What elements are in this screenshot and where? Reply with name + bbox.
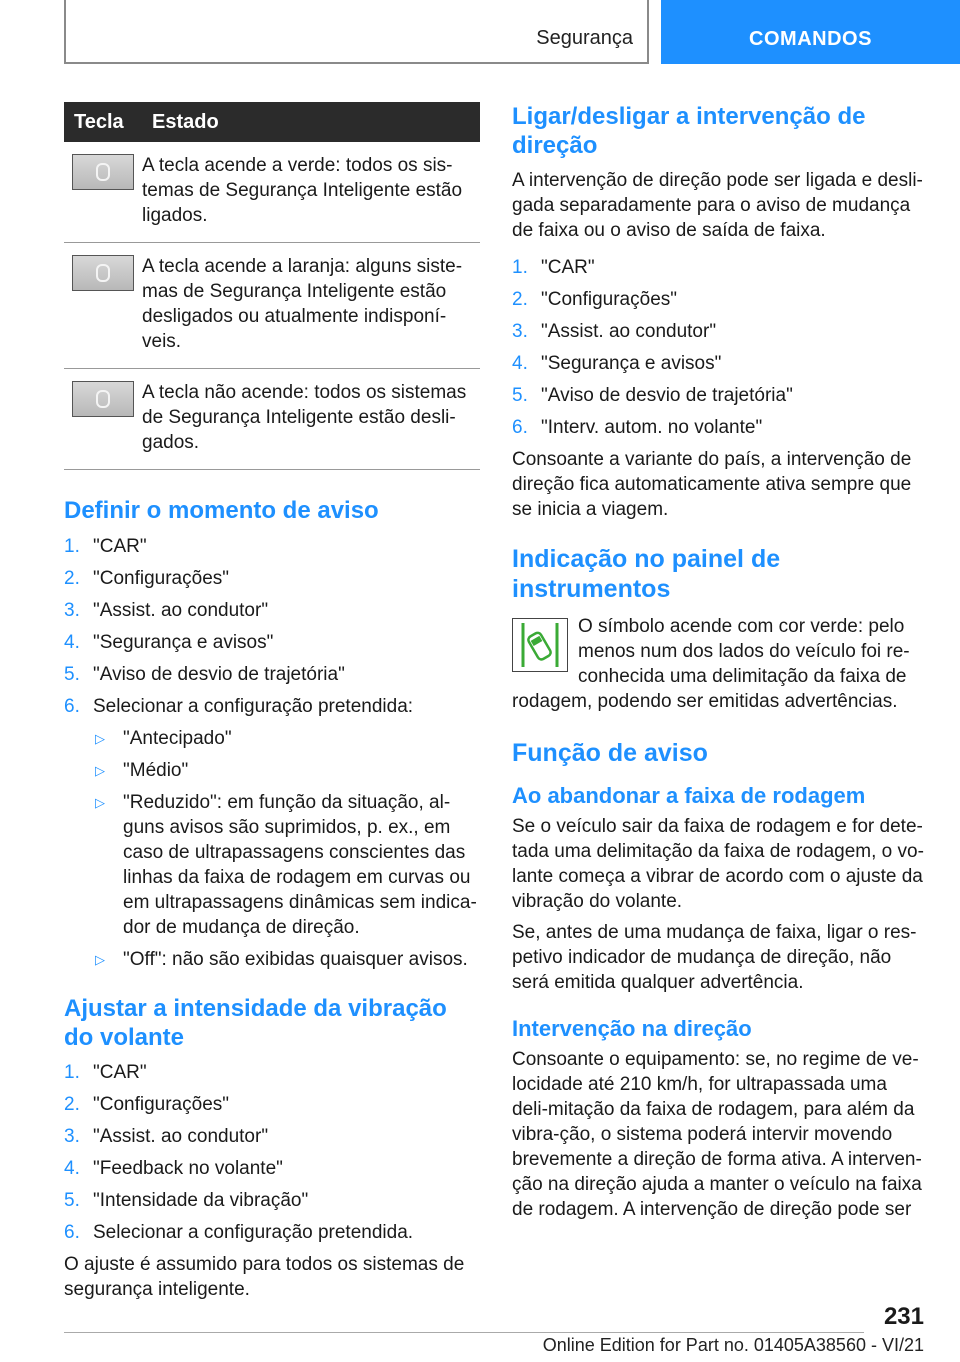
list-item: 1. "CAR" bbox=[64, 536, 147, 557]
section-title: Segurança bbox=[536, 27, 633, 49]
table-row bbox=[64, 243, 480, 369]
page-number: 231 bbox=[883, 1303, 924, 1330]
list-item: 2. "Configurações" bbox=[512, 289, 678, 310]
sub-list-item: ▷ "Antecipado" bbox=[93, 726, 480, 751]
chapter-tab bbox=[661, 0, 960, 64]
chapter-title: COMANDOS bbox=[749, 28, 872, 50]
steering-intro: A intervenção de direção pode ser ligada e desli-gada separadamente para o aviso de mudança de faixa ou o aviso de saída de faixa. bbox=[512, 170, 923, 241]
heading-vibration: Ajustar a intensidade da vibração do volante bbox=[64, 995, 447, 1051]
list-item: 2. "Configurações" bbox=[64, 568, 230, 589]
right-column bbox=[512, 102, 928, 1222]
list-item: 5. "Aviso de desvio de trajetória" bbox=[512, 385, 793, 406]
list-item: 5. "Intensidade da vibração" bbox=[64, 1190, 309, 1211]
table-cell-state: A tecla acende a verde: todos os sis-temas de Segurança Inteligente estão ligados. bbox=[142, 142, 480, 243]
footer-divider bbox=[64, 1332, 864, 1333]
vibration-steps bbox=[64, 1060, 480, 1245]
list-item: 2. "Configurações" bbox=[64, 1094, 230, 1115]
key-state-table bbox=[64, 102, 480, 470]
heading-instrument-cluster: Indicação no painel de instrumentos bbox=[512, 545, 781, 603]
list-item: 4. "Segurança e avisos" bbox=[64, 632, 274, 653]
list-item: 6. "Interv. autom. no volante" bbox=[512, 417, 763, 438]
assist-key-icon bbox=[72, 154, 134, 190]
table-cell-state: A tecla acende a laranja: alguns siste-mas de Segurança Inteligente estão desligados ou atualmente indisponí-veis. bbox=[142, 243, 480, 369]
steering-steps bbox=[512, 255, 928, 440]
lane-departure-icon bbox=[512, 618, 568, 672]
table-cell-state: A tecla não acende: todos os sistemas de Segurança Inteligente estão desli-gados. bbox=[142, 369, 480, 470]
steering-action-text: Consoante o equipamento: se, no regime de ve-locidade até 210 km/h, for ultrapassada uma deli-mitação da faixa de rodagem, para além da vibra-ção, o sistema poderá intervir movendo brevemente a direção de forma ativa. A interven-ção na direção ajuda a manter o veículo na faixa de rodagem. A intervenção de direção pode ser bbox=[512, 1049, 922, 1220]
table-row bbox=[64, 142, 480, 243]
heading-steering-action: Intervenção na direção bbox=[512, 1016, 752, 1041]
heading-steering-intervention: Ligar/desligar a intervenção de direção bbox=[512, 103, 866, 159]
list-item: 3. "Assist. ao condutor" bbox=[512, 321, 717, 342]
table-header-state: Estado bbox=[142, 102, 480, 142]
list-item: 1. "CAR" bbox=[64, 1062, 147, 1083]
list-item: 4. "Feedback no volante" bbox=[64, 1158, 283, 1179]
list-item: 6. Selecionar a configuração pretendida. bbox=[64, 1222, 414, 1243]
list-item: 3. "Assist. ao condutor" bbox=[64, 1126, 269, 1147]
list-item: 5. "Aviso de desvio de trajetória" bbox=[64, 664, 345, 685]
list-item: 4. "Segurança e avisos" bbox=[512, 353, 722, 374]
warning-time-steps bbox=[64, 534, 480, 972]
list-item: 3. "Assist. ao condutor" bbox=[64, 600, 269, 621]
list-item: 1. "CAR" bbox=[512, 257, 595, 278]
cluster-text: O símbolo acende com cor verde: pelo menos num dos lados do veículo foi re-conhecida uma delimitação da faixa de rodagem, podendo ser emitidas advertências. bbox=[512, 616, 910, 712]
sub-list-item: ▷ "Reduzido": em função da situação, al-guns avisos são suprimidos, p. ex., em caso de ultrapassagens conscientes das linhas da faixa de rodagem em curvas ou em ultrapassagens dinâmicas sem indica-dor de mudança de direção. bbox=[93, 790, 480, 940]
list-item: 6. Selecionar a configuração pretendida: ▷ "Antecipado" ▷ "Médio" ▷ "Reduzido": em função da situação, al-guns avisos são suprimidos, p. ex., em caso de ultrapassagens conscientes das linhas da faixa de rodagem em curvas ou em ultrapassagens dinâmicas sem indica-dor de mudança de direção. ▷ "Off": não são exibidas quaisquer avisos. bbox=[64, 694, 480, 972]
table-header-key: Tecla bbox=[64, 102, 142, 142]
sub-list-item: ▷ "Off": não são exibidas quaisquer avisos. bbox=[93, 947, 480, 972]
assist-key-icon bbox=[72, 381, 134, 417]
cluster-block bbox=[512, 614, 928, 714]
table-header-row bbox=[64, 102, 480, 142]
assist-key-icon bbox=[72, 255, 134, 291]
sub-list-item: ▷ "Médio" bbox=[93, 758, 480, 783]
heading-warning-time: Definir o momento de aviso bbox=[64, 497, 379, 524]
heading-leaving-lane: Ao abandonar a faixa de rodagem bbox=[512, 783, 866, 808]
footer-edition: Online Edition for Part no. 01405A38560 - VI/21 bbox=[542, 1335, 924, 1355]
warning-time-options bbox=[93, 726, 480, 972]
vibration-note: O ajuste é assumido para todos os sistemas de segurança inteligente. bbox=[64, 1254, 465, 1300]
left-column bbox=[64, 102, 480, 1302]
leaving-lane-text-2: Se, antes de uma mudança de faixa, ligar o res-petivo indicador de mudança de direção, não será emitida qualquer advertência. bbox=[512, 922, 917, 993]
steering-note: Consoante a variante do país, a intervenção de direção fica automaticamente ativa sempre que se inicia a viagem. bbox=[512, 449, 912, 520]
leaving-lane-text-1: Se o veículo sair da faixa de rodagem e for dete-tada uma delimitação da faixa de rodagem, o vo-lante começa a vibrar de acordo com o ajuste da vibração do volante. bbox=[512, 816, 924, 912]
table-row bbox=[64, 369, 480, 470]
header-section-box bbox=[64, 0, 649, 64]
heading-warning-function: Função de aviso bbox=[512, 739, 708, 767]
